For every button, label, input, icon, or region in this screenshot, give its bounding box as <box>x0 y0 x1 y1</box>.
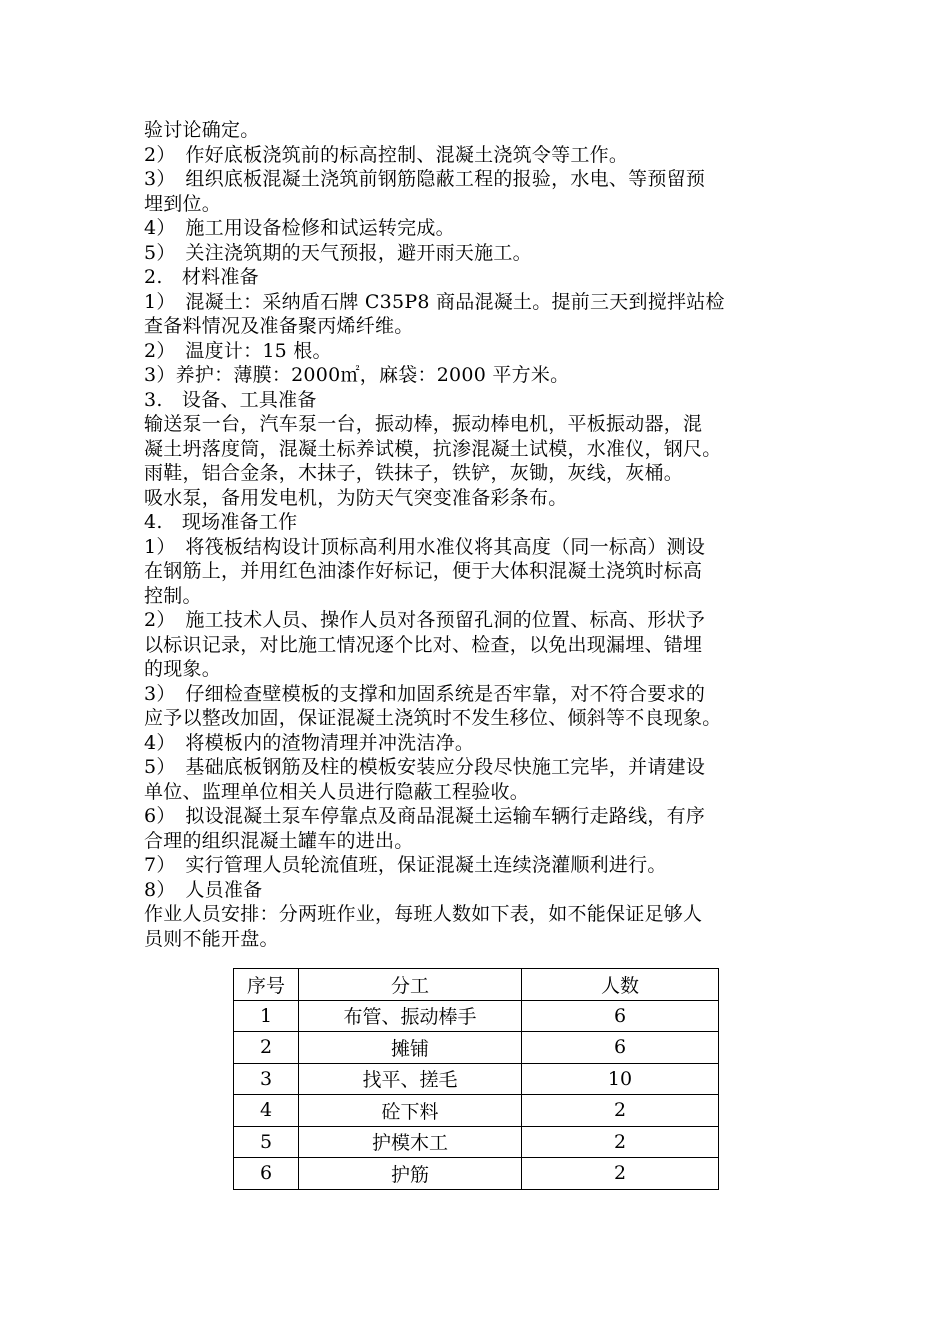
table-header-row <box>234 969 719 1001</box>
header-division: 分工 <box>299 969 522 1001</box>
table-row <box>234 1032 719 1064</box>
cell-count: 6 <box>522 1000 719 1032</box>
text-line: 雨鞋，铝合金条，木抹子，铁抹子，铁铲，灰锄，灰线，灰桶。 <box>144 462 684 484</box>
text-line: 5） 关注浇筑期的天气预报，避开雨天施工。 <box>144 241 532 264</box>
cell-serial: 4 <box>234 1095 299 1127</box>
cell-serial: 2 <box>234 1032 299 1064</box>
cell-division: 护筋 <box>299 1158 522 1190</box>
text-line: 2） 施工技术人员、操作人员对各预留孔洞的位置、标高、形状予 <box>144 609 706 631</box>
text-line: 8） 人员准备 <box>144 878 263 901</box>
table-row <box>234 1063 719 1095</box>
text-line: 控制。 <box>144 584 202 607</box>
staffing-table-container <box>233 968 719 1190</box>
table-row <box>234 1126 719 1158</box>
cell-count: 2 <box>522 1126 719 1158</box>
text-line: 员则不能开盘。 <box>144 927 279 950</box>
text-line: 7） 实行管理人员轮流值班，保证混凝土连续浇灌顺利进行。 <box>144 854 667 876</box>
cell-serial: 6 <box>234 1158 299 1190</box>
cell-division: 砼下料 <box>299 1095 522 1127</box>
cell-count: 2 <box>522 1158 719 1190</box>
staffing-table <box>233 968 719 1190</box>
text-line: 3） 组织底板混凝土浇筑前钢筋隐蔽工程的报验，水电、等预留预 <box>144 168 706 190</box>
text-line: 4. 现场准备工作 <box>144 511 298 533</box>
text-line: 1） 将筏板结构设计顶标高利用水准仪将其高度（同一标高）测设 <box>144 535 706 558</box>
text-line: 3. 设备、工具准备 <box>144 388 317 411</box>
text-line: 验讨论确定。 <box>144 119 260 141</box>
text-line: 作业人员安排：分两班作业，每班人数如下表，如不能保证足够人 <box>144 903 703 925</box>
cell-count: 6 <box>522 1032 719 1064</box>
text-line: 3）养护：薄膜：2000㎡，麻袋：2000 平方米。 <box>144 364 570 386</box>
table-row <box>234 1000 719 1032</box>
text-line: 查备料情况及准备聚丙烯纤维。 <box>144 315 414 337</box>
text-line: 凝土坍落度筒，混凝土标养试模，抗渗混凝土试模，水准仪，钢尺。 <box>144 437 722 460</box>
cell-division: 布管、振动棒手 <box>299 1000 522 1032</box>
text-line: 的现象。 <box>144 658 222 680</box>
text-line: 2） 温度计：15 根。 <box>144 339 332 362</box>
text-line: 3） 仔细检查壁模板的支撑和加固系统是否牢靠，对不符合要求的 <box>144 682 706 705</box>
cell-serial: 5 <box>234 1126 299 1158</box>
text-line: 输送泵一台，汽车泵一台，振动棒，振动棒电机，平板振动器，混 <box>144 413 703 435</box>
text-line: 吸水泵，备用发电机，为防天气突变准备彩条布。 <box>144 486 568 509</box>
header-serial: 序号 <box>234 969 299 1001</box>
text-line: 以标识记录，对比施工情况逐个比对、检查，以免出现漏埋、错埋 <box>144 633 703 656</box>
header-count: 人数 <box>522 969 719 1001</box>
text-line: 2） 作好底板浇筑前的标高控制、混凝土浇筑令等工作。 <box>144 143 629 166</box>
table-row <box>234 1095 719 1127</box>
text-line: 1） 混凝土：采纳盾石牌 C35P8 商品混凝土。提前三天到搅拌站检 <box>144 290 725 313</box>
text-line: 6） 拟设混凝土泵车停靠点及商品混凝土运输车辆行走路线，有序 <box>144 805 706 827</box>
text-line: 合理的组织混凝土罐车的进出。 <box>144 829 414 852</box>
cell-count: 2 <box>522 1095 719 1127</box>
text-line: 4） 将模板内的渣物清理并冲洗洁净。 <box>144 731 475 754</box>
text-line: 4） 施工用设备检修和试运转完成。 <box>144 217 455 239</box>
cell-serial: 3 <box>234 1063 299 1095</box>
cell-division: 摊铺 <box>299 1032 522 1064</box>
text-line: 应予以整改加固，保证混凝土浇筑时不发生移位、倾斜等不良现象。 <box>144 707 722 729</box>
cell-count: 10 <box>522 1063 719 1095</box>
text-line: 5） 基础底板钢筋及柱的模板安装应分段尽快施工完毕，并请建设 <box>144 756 706 778</box>
cell-division: 护模木工 <box>299 1126 522 1158</box>
cell-division: 找平、搓毛 <box>299 1063 522 1095</box>
text-line: 单位、监理单位相关人员进行隐蔽工程验收。 <box>144 780 530 803</box>
text-line: 在钢筋上，并用红色油漆作好标记，便于大体积混凝土浇筑时标高 <box>144 560 703 582</box>
table-row <box>234 1158 719 1190</box>
text-line: 2. 材料准备 <box>144 266 259 288</box>
text-line: 埋到位。 <box>144 192 222 215</box>
cell-serial: 1 <box>234 1000 299 1032</box>
document-body <box>144 118 809 951</box>
